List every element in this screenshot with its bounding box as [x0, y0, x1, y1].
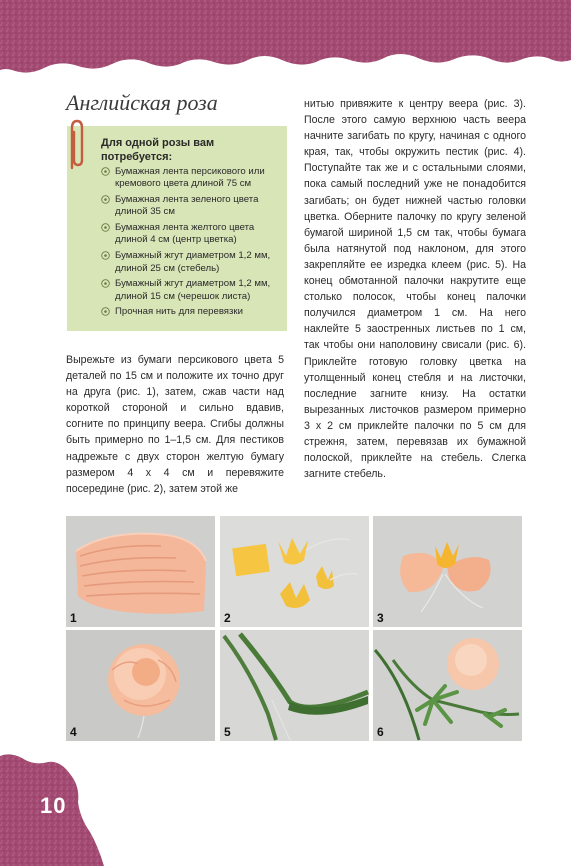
list-item	[101, 222, 283, 247]
paperclip-icon	[66, 118, 86, 172]
materials-item-text: Бумажная лента желтого цвета длиной 4 см (центр цветка)	[115, 222, 255, 246]
flower-bullet-icon	[101, 195, 110, 204]
flower-bullet-icon	[101, 251, 110, 260]
materials-panel	[67, 126, 287, 331]
materials-list	[101, 166, 283, 322]
step-photo-3	[373, 516, 522, 627]
list-item	[101, 306, 283, 318]
figure-label: 2	[224, 611, 231, 625]
list-item	[101, 194, 283, 219]
materials-item-text: Бумажная лента персикового или кремового цвета длиной 75 см	[115, 166, 265, 190]
figure-label: 4	[70, 725, 77, 739]
step-photo-2	[220, 516, 369, 627]
instructions-paragraph: нитью привяжите к центру веера (рис. 3). После этого самую верхнюю часть веера начните загибать по кругу, начиная с одного края, так, чтобы окружить пестик (рис. 4). Поступайте так же и с остальными слоями, пока самый последний уже не понадобится загибать; он будет нижней частью головки цветка. Оберните палочку по кругу зеленой бумагой шириной 1,5 см так, чтобы бумага была натянутой под наклоном, для этого закрепляйте ее изредка клеем (рис. 5). На конец обмотанной палочки накрутите еще столько полосок, чтобы конец палочки получился диаметром 1 см. На него наклейте 5 заостренных листьев по 1 см, так чтобы они наполовину свисали (рис. 6). Приклейте готовую головку цветка на утолщенный конец стебля и на листочки, последние загните книзу. На остатки вырезанных листочков размером примерно 3 х 2 см приклейте палочки по 5 см для стрежня, затем, перевязав их бумажной полоской, приклейте на стебель. Слегка загните стебель.	[304, 98, 526, 481]
figure-label: 6	[377, 725, 384, 739]
materials-item-text: Бумажная лента зеленого цвета длиной 35 см	[115, 194, 259, 218]
step-photo-6	[373, 630, 522, 741]
step-photo-1	[66, 516, 215, 627]
figure-label: 3	[377, 611, 384, 625]
top-decorative-band	[0, 0, 571, 78]
page-number: 10	[40, 793, 67, 818]
intro-paragraph: Вырежьте из бумаги персикового цвета 5 деталей по 15 см и положите их точно друг на друга (рис. 1), затем, сжав части над короткой стороной и сильно вдавив, согните по принципу веера. Сгибы должны быть примерно по 1–1,5 см. Для пестиков надрежьте с двух сторон желтую бумагу размером 4 х 4 см и перевяжите посередине (рис. 2), затем этой же	[66, 354, 284, 495]
materials-item-text: Прочная нить для перевязки	[115, 306, 243, 318]
list-item	[101, 166, 283, 191]
flower-bullet-icon	[101, 223, 110, 232]
step-photo-4	[66, 630, 215, 741]
materials-heading: Для одной розы вам потребуется:	[101, 137, 215, 163]
flower-bullet-icon	[101, 307, 110, 316]
figure-label: 1	[70, 611, 77, 625]
flower-bullet-icon	[101, 167, 110, 176]
flower-bullet-icon	[101, 279, 110, 288]
step-photo-5	[220, 630, 369, 741]
list-item	[101, 250, 283, 275]
figure-label: 5	[224, 725, 231, 739]
page-title: Английская роза	[66, 90, 218, 115]
list-item	[101, 278, 283, 303]
materials-item-text: Бумажный жгут диаметром 1,2 мм, длиной 15 см (черешок листа)	[115, 278, 271, 302]
materials-item-text: Бумажный жгут диаметром 1,2 мм, длиной 25 см (стебель)	[115, 250, 271, 274]
